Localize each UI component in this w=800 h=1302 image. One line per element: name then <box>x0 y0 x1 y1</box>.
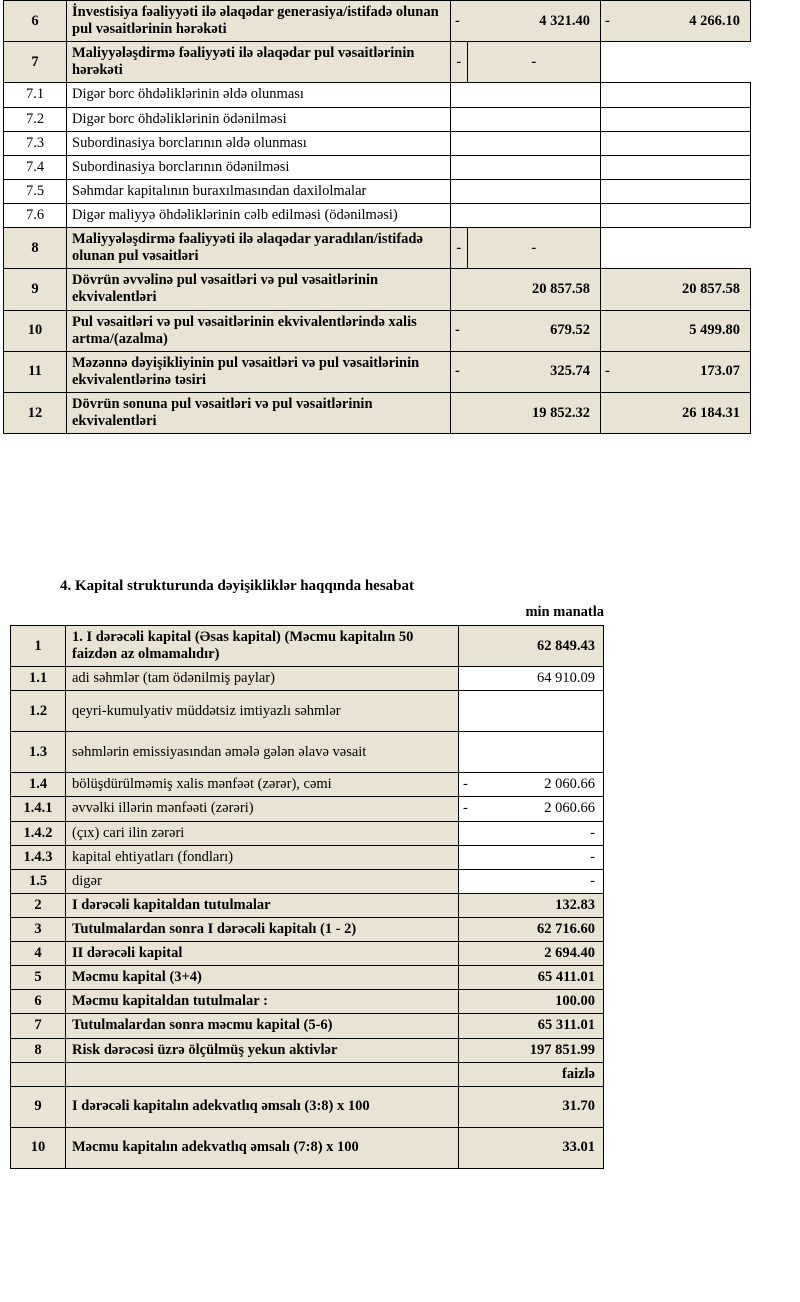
row-number: 1.4.1 <box>11 797 66 821</box>
row-description: Digər borc öhdəliklərinin əldə olunması <box>67 83 451 107</box>
sign-current-period: - <box>451 310 468 351</box>
value-current-period <box>467 179 601 203</box>
value-current-period <box>467 83 601 107</box>
value-previous-period: 5 499.80 <box>617 310 751 351</box>
value-cell: 62 716.60 <box>459 917 604 941</box>
row-number: 6 <box>11 990 66 1014</box>
sign-current-period: - <box>451 1 468 42</box>
row-number: 12 <box>4 392 67 433</box>
table-row <box>4 203 751 227</box>
value-current-period <box>467 107 601 131</box>
value-current-period: - <box>451 42 468 83</box>
sign-previous-period <box>601 107 618 131</box>
row-number: 10 <box>4 310 67 351</box>
table-row <box>11 691 604 732</box>
row-description: Subordinasiya borclarının ödənilməsi <box>67 155 451 179</box>
capital-structure-table-body <box>11 626 604 1169</box>
table-row <box>4 131 751 155</box>
table-row <box>4 155 751 179</box>
table-row <box>4 351 751 392</box>
value-cell: - <box>459 845 604 869</box>
row-number: 7.2 <box>4 107 67 131</box>
unit-cell: faizlə <box>459 1062 604 1086</box>
row-description: Digər maliyyə öhdəliklərinin cəlb edilməsi (ödənilməsi) <box>67 203 451 227</box>
table-row <box>11 893 604 917</box>
row-description: I dərəcəli kapitaldan tutulmalar <box>66 893 459 917</box>
value-current-period: 4 321.40 <box>467 1 601 42</box>
value-current-period: 679.52 <box>467 310 601 351</box>
row-description: Məcmu kapitaldan tutulmalar : <box>66 990 459 1014</box>
row-description: digər <box>66 869 459 893</box>
sign-current-period <box>451 392 468 433</box>
value-cell <box>459 691 604 732</box>
table-row <box>4 179 751 203</box>
row-description: adi səhmlər (tam ödənilmiş paylar) <box>66 667 459 691</box>
row-number: 1.2 <box>11 691 66 732</box>
sign-current-period <box>451 155 468 179</box>
row-number <box>11 1062 66 1086</box>
row-description: Məzənnə dəyişikliyinin pul vəsaitləri və pul vəsaitlərinin ekvivalentlərinə təsiri <box>67 351 451 392</box>
sign-previous-period <box>601 155 618 179</box>
sign-current-period: - <box>451 351 468 392</box>
sign-current-period <box>451 83 468 107</box>
value-cell: 2 694.40 <box>459 942 604 966</box>
row-description: əvvəlki illərin mənfəəti (zərəri) <box>66 797 459 821</box>
value-current-period <box>467 131 601 155</box>
value-cell: 33.01 <box>459 1127 604 1168</box>
row-description: Dövrün əvvəlinə pul vəsaitləri və pul vəsaitlərinin ekvivalentləri <box>67 269 451 310</box>
row-description: Pul vəsaitləri və pul vəsaitlərinin ekvivalentlərində xalis artma/(azalma) <box>67 310 451 351</box>
row-description: II dərəcəli kapital <box>66 942 459 966</box>
table-row <box>11 797 604 821</box>
table-row <box>11 942 604 966</box>
row-number: 7.6 <box>4 203 67 227</box>
row-number: 8 <box>4 228 67 269</box>
value-cell: 197 851.99 <box>459 1038 604 1062</box>
table-row <box>11 990 604 1014</box>
row-number: 6 <box>4 1 67 42</box>
value-current-period: 20 857.58 <box>467 269 601 310</box>
value-cell: 100.00 <box>459 990 604 1014</box>
row-description: 1. I dərəcəli kapital (Əsas kapital) (Məcmu kapitalın 50 faizdən az olmamalıdır) <box>66 626 459 667</box>
row-number: 7 <box>4 42 67 83</box>
row-number: 1.4 <box>11 773 66 797</box>
sign-cell: - <box>459 797 532 821</box>
row-number: 7.1 <box>4 83 67 107</box>
value-cell: 65 311.01 <box>459 1014 604 1038</box>
value-previous-period: 20 857.58 <box>617 269 751 310</box>
row-description: (çıx) cari ilin zərəri <box>66 821 459 845</box>
value-previous-period: - <box>467 228 601 269</box>
value-previous-period: 173.07 <box>617 351 751 392</box>
table-row <box>4 310 751 351</box>
section-title: 4. Kapital strukturunda dəyişikliklər haqqında hesabat <box>60 578 414 594</box>
row-number: 9 <box>11 1086 66 1127</box>
sign-current-period <box>451 107 468 131</box>
value-cell: 132.83 <box>459 893 604 917</box>
row-number: 1.5 <box>11 869 66 893</box>
table-row <box>11 869 604 893</box>
table-row <box>11 966 604 990</box>
value-current-period: - <box>451 228 468 269</box>
row-description: Məcmu kapital (3+4) <box>66 966 459 990</box>
row-description: Tutulmalardan sonra məcmu kapital (5-6) <box>66 1014 459 1038</box>
table-row <box>4 107 751 131</box>
table-row <box>11 1014 604 1038</box>
value-cell: 65 411.01 <box>459 966 604 990</box>
unit-label: min manatla <box>525 604 604 620</box>
value-previous-period <box>617 131 751 155</box>
value-previous-period <box>617 107 751 131</box>
table-row <box>11 845 604 869</box>
row-description: Məcmu kapitalın adekvatlıq əmsalı (7:8) x 100 <box>66 1127 459 1168</box>
value-cell: - <box>459 869 604 893</box>
table-row <box>4 269 751 310</box>
cashflow-table <box>3 0 751 434</box>
row-number: 8 <box>11 1038 66 1062</box>
table-row <box>11 1127 604 1168</box>
table-row <box>11 732 604 773</box>
value-current-period: 325.74 <box>467 351 601 392</box>
table-row <box>4 42 751 83</box>
sign-previous-period <box>601 83 618 107</box>
sign-previous-period <box>601 310 618 351</box>
row-number: 1.4.2 <box>11 821 66 845</box>
row-description: Maliyyələşdirmə fəaliyyəti ilə əlaqədar yaradılan/istifadə olunan pul vəsaitləri <box>67 228 451 269</box>
row-description <box>66 1062 459 1086</box>
row-description: Maliyyələşdirmə fəaliyyəti ilə əlaqədar pul vəsaitlərinin hərəkəti <box>67 42 451 83</box>
value-previous-period: 4 266.10 <box>617 1 751 42</box>
row-number: 11 <box>4 351 67 392</box>
value-cell: 31.70 <box>459 1086 604 1127</box>
value-current-period <box>467 155 601 179</box>
table-row <box>11 917 604 941</box>
row-description: kapital ehtiyatları (fondları) <box>66 845 459 869</box>
row-description: Tutulmalardan sonra I dərəcəli kapitalı (1 - 2) <box>66 917 459 941</box>
row-number: 7 <box>11 1014 66 1038</box>
row-number: 1.3 <box>11 732 66 773</box>
table-row <box>11 1062 604 1086</box>
row-number: 1.4.3 <box>11 845 66 869</box>
value-previous-period: 26 184.31 <box>617 392 751 433</box>
table-row <box>11 1086 604 1127</box>
sign-cell: - <box>459 773 532 797</box>
row-description: bölüşdürülməmiş xalis mənfəət (zərər), cəmi <box>66 773 459 797</box>
sign-previous-period: - <box>601 1 618 42</box>
row-number: 10 <box>11 1127 66 1168</box>
value-cell: 2 060.66 <box>531 797 604 821</box>
row-description: Səhmdar kapitalının buraxılmasından daxilolmalar <box>67 179 451 203</box>
row-description: Digər borc öhdəliklərinin ödənilməsi <box>67 107 451 131</box>
row-number: 7.3 <box>4 131 67 155</box>
row-number: 4 <box>11 942 66 966</box>
value-previous-period <box>617 179 751 203</box>
sign-current-period <box>451 179 468 203</box>
value-previous-period: - <box>467 42 601 83</box>
row-number: 1 <box>11 626 66 667</box>
sign-current-period <box>451 269 468 310</box>
row-description: I dərəcəli kapitalın adekvatlıq əmsalı (3:8) x 100 <box>66 1086 459 1127</box>
cashflow-table-body <box>4 1 751 434</box>
value-previous-period <box>617 155 751 179</box>
table-row <box>11 667 604 691</box>
sign-previous-period <box>601 203 618 227</box>
row-number: 7.5 <box>4 179 67 203</box>
row-description: Risk dərəcəsi üzrə ölçülmüş yekun aktivlər <box>66 1038 459 1062</box>
table-row <box>11 1038 604 1062</box>
row-number: 1.1 <box>11 667 66 691</box>
sign-current-period <box>451 203 468 227</box>
row-description: səhmlərin emissiyasından əmələ gələn əlavə vəsait <box>66 732 459 773</box>
row-description: qeyri-kumulyativ müddətsiz imtiyazlı səhmlər <box>66 691 459 732</box>
value-previous-period <box>617 203 751 227</box>
row-number: 2 <box>11 893 66 917</box>
value-cell: 62 849.43 <box>459 626 604 667</box>
value-current-period <box>467 203 601 227</box>
row-number: 5 <box>11 966 66 990</box>
sign-current-period <box>451 131 468 155</box>
sign-previous-period <box>601 179 618 203</box>
sign-previous-period <box>601 131 618 155</box>
value-cell: 2 060.66 <box>531 773 604 797</box>
value-cell: - <box>459 821 604 845</box>
row-description: Dövrün sonuna pul vəsaitləri və pul vəsaitlərinin ekvivalentləri <box>67 392 451 433</box>
table-row <box>11 626 604 667</box>
row-number: 3 <box>11 917 66 941</box>
row-description: Subordinasiya borclarının əldə olunması <box>67 131 451 155</box>
row-number: 7.4 <box>4 155 67 179</box>
table-row <box>4 392 751 433</box>
capital-structure-table <box>10 625 604 1169</box>
value-cell: 64 910.09 <box>459 667 604 691</box>
table-row <box>4 228 751 269</box>
row-number: 9 <box>4 269 67 310</box>
value-previous-period <box>617 83 751 107</box>
table-row <box>4 1 751 42</box>
row-description: İnvestisiya fəaliyyəti ilə əlaqədar generasiya/istifadə olunan pul vəsaitlərinin hərəkəti <box>67 1 451 42</box>
sign-previous-period <box>601 392 618 433</box>
value-current-period: 19 852.32 <box>467 392 601 433</box>
table-row <box>11 821 604 845</box>
sign-previous-period <box>601 269 618 310</box>
table-row <box>4 83 751 107</box>
value-cell <box>459 732 604 773</box>
sign-previous-period: - <box>601 351 618 392</box>
table-row <box>11 773 604 797</box>
